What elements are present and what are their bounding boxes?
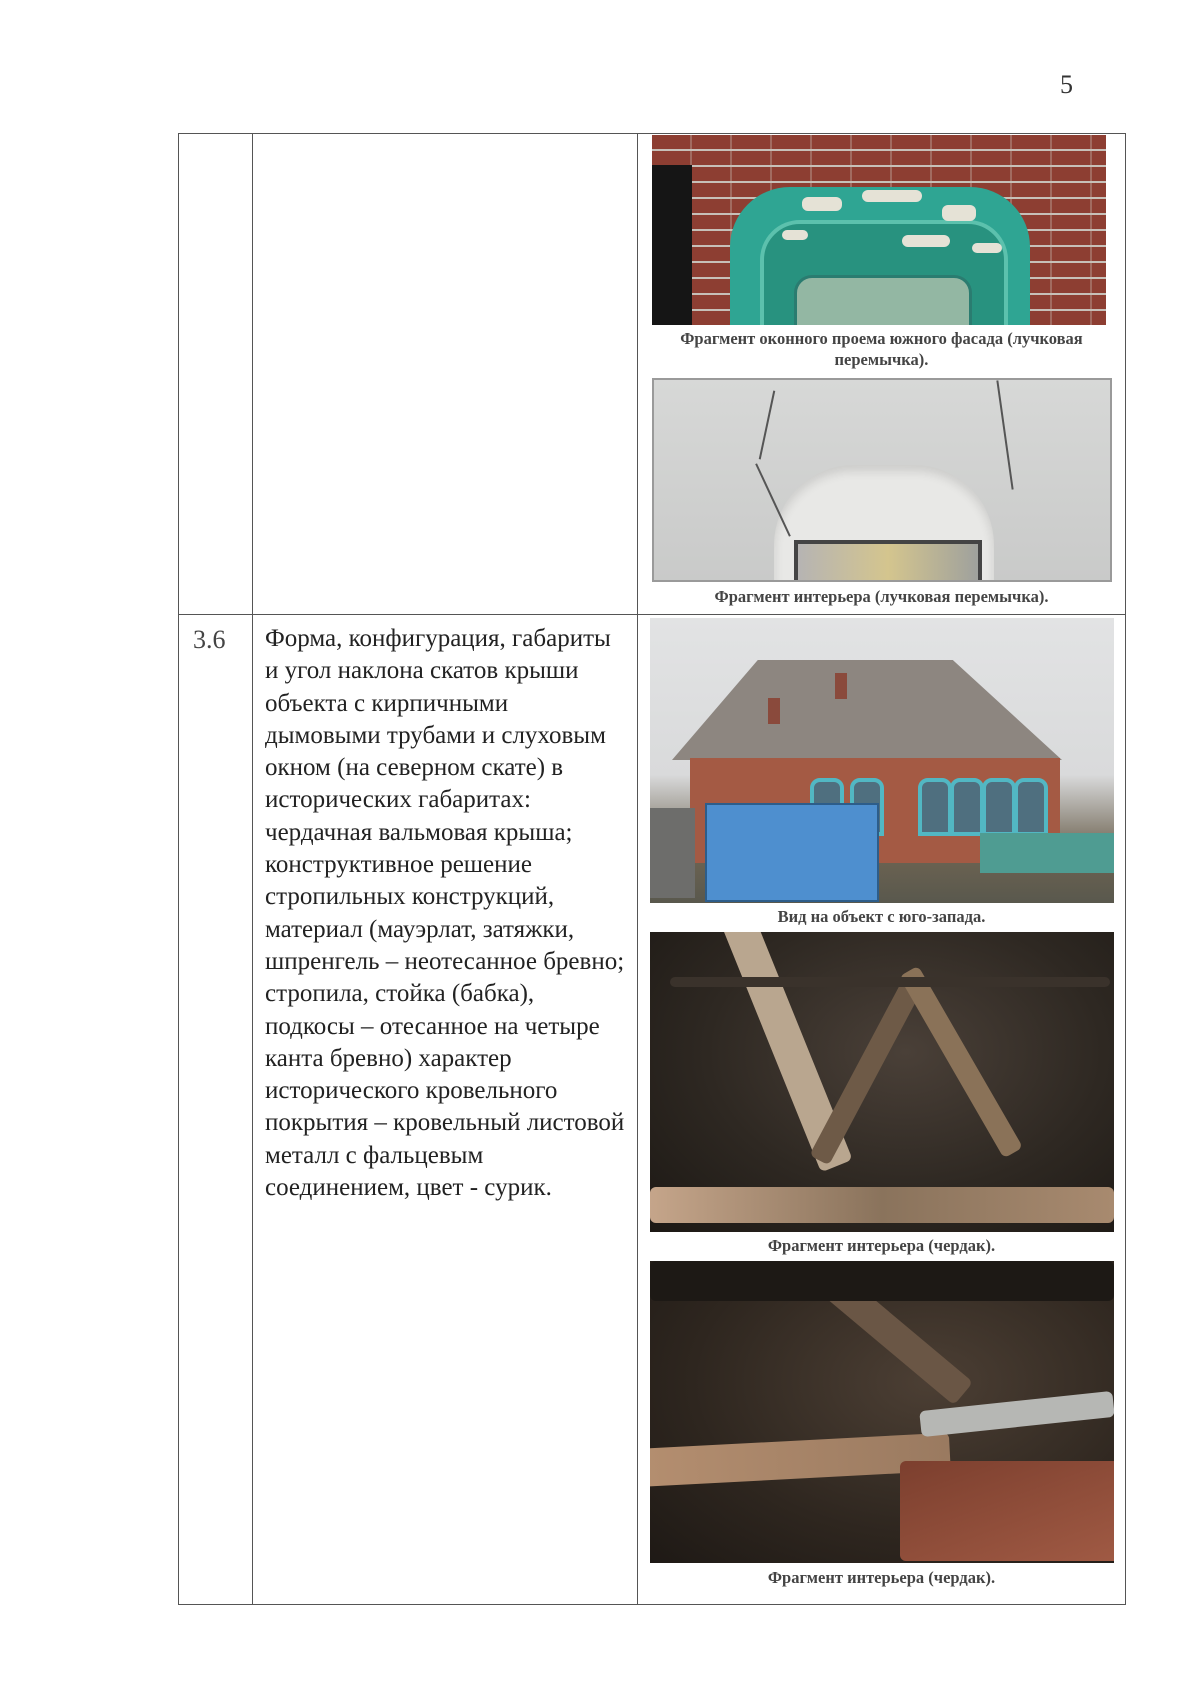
row-number: 3.6: [179, 615, 253, 1605]
photo-house-exterior: [650, 618, 1114, 903]
photo-caption: Фрагмент интерьера (чердак).: [767, 1236, 996, 1255]
photo-attic-2: [650, 1261, 1114, 1563]
photo-interior-arch: [652, 378, 1112, 582]
table-row: [179, 615, 1126, 1605]
photo-window-facade: [652, 135, 1106, 325]
table-row: [179, 134, 1126, 615]
photo-caption: Фрагмент интерьера (лучковая перемычка).: [714, 587, 1049, 606]
row-description: [253, 134, 638, 615]
photo-caption: Вид на объект с юго-запада.: [777, 907, 986, 926]
photo-caption: Фрагмент интерьера (чердак).: [767, 1568, 996, 1587]
photo-caption: Фрагмент оконного проема южного фасада (лучковая перемычка).: [680, 329, 1083, 369]
photo-cell: [638, 134, 1126, 615]
photo-attic-1: [650, 932, 1114, 1232]
row-description: Форма, конфигурация, габариты и угол наклона скатов крыши объекта с кирпичными дымовыми трубами и слуховым окном (на северном скате) в исторических габаритах: чердачная вальмовая крыша; конструктивное решение стропильных конструкций, материал (мауэрлат, затяжки, шпренгель – неотесанное бревно; стропила, стойка (бабка), подкосы – отесанное на четыре канта бревно) характер исторического кровельного покрытия – кровельный листовой металл с фальцевым соединением, цвет - сурик.: [253, 615, 638, 1605]
photo-cell: [638, 615, 1126, 1605]
page-number: 5: [1060, 70, 1073, 99]
document-table: [178, 133, 1126, 1605]
row-number: [179, 134, 253, 615]
